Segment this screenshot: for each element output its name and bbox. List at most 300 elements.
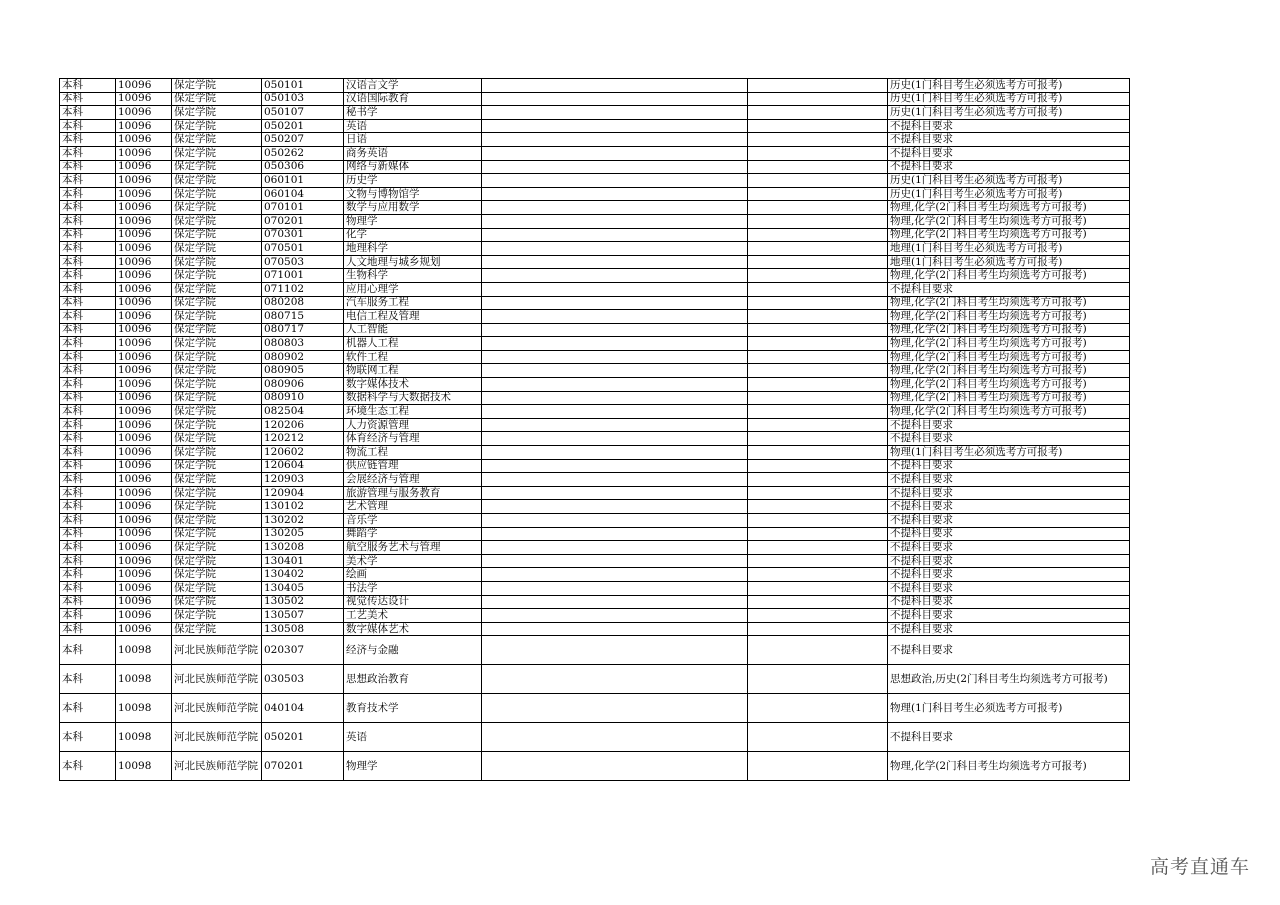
major-name-cell: 化学 xyxy=(344,228,482,242)
major-name-cell: 秘书学 xyxy=(344,106,482,120)
major-code-cell: 070301 xyxy=(262,228,344,242)
table-row xyxy=(60,255,1130,269)
subject-requirement-cell: 不提科目要求 xyxy=(888,554,1130,568)
major-code-cell: 050201 xyxy=(262,723,344,752)
school-code-cell: 10096 xyxy=(116,568,172,582)
level-cell: 本科 xyxy=(60,636,116,665)
blank-cell-b xyxy=(748,146,888,160)
level-cell: 本科 xyxy=(60,310,116,324)
major-name-cell: 舞蹈学 xyxy=(344,527,482,541)
subject-requirement-cell: 不提科目要求 xyxy=(888,568,1130,582)
level-cell: 本科 xyxy=(60,378,116,392)
table-row xyxy=(60,160,1130,174)
major-code-cell: 130508 xyxy=(262,622,344,636)
blank-cell-a xyxy=(482,160,748,174)
admission-requirements-table xyxy=(59,78,1130,781)
subject-requirement-cell: 物理,化学(2门科目考生均须选考方可报考) xyxy=(888,310,1130,324)
school-name-cell: 保定学院 xyxy=(172,514,262,528)
level-cell: 本科 xyxy=(60,622,116,636)
blank-cell-b xyxy=(748,378,888,392)
blank-cell-a xyxy=(482,446,748,460)
blank-cell-b xyxy=(748,160,888,174)
level-cell: 本科 xyxy=(60,214,116,228)
blank-cell-b xyxy=(748,255,888,269)
major-code-cell: 080906 xyxy=(262,378,344,392)
major-code-cell: 070201 xyxy=(262,214,344,228)
school-code-cell: 10096 xyxy=(116,201,172,215)
level-cell: 本科 xyxy=(60,473,116,487)
major-name-cell: 汽车服务工程 xyxy=(344,296,482,310)
subject-requirement-cell: 物理,化学(2门科目考生均须选考方可报考) xyxy=(888,269,1130,283)
level-cell: 本科 xyxy=(60,255,116,269)
school-code-cell: 10096 xyxy=(116,405,172,419)
major-name-cell: 人工智能 xyxy=(344,323,482,337)
subject-requirement-cell: 不提科目要求 xyxy=(888,459,1130,473)
major-name-cell: 英语 xyxy=(344,119,482,133)
school-code-cell: 10096 xyxy=(116,500,172,514)
level-cell: 本科 xyxy=(60,323,116,337)
school-code-cell: 10096 xyxy=(116,337,172,351)
blank-cell-b xyxy=(748,514,888,528)
major-name-cell: 体育经济与管理 xyxy=(344,432,482,446)
table-row xyxy=(60,269,1130,283)
school-name-cell: 保定学院 xyxy=(172,201,262,215)
school-name-cell: 保定学院 xyxy=(172,405,262,419)
blank-cell-b xyxy=(748,364,888,378)
table-row xyxy=(60,514,1130,528)
major-code-cell: 130507 xyxy=(262,609,344,623)
school-code-cell: 10096 xyxy=(116,214,172,228)
subject-requirement-cell: 物理,化学(2门科目考生均须选考方可报考) xyxy=(888,405,1130,419)
school-name-cell: 保定学院 xyxy=(172,459,262,473)
table-row xyxy=(60,595,1130,609)
school-code-cell: 10096 xyxy=(116,541,172,555)
subject-requirement-cell: 物理,化学(2门科目考生均须选考方可报考) xyxy=(888,337,1130,351)
level-cell: 本科 xyxy=(60,146,116,160)
subject-requirement-cell: 物理,化学(2门科目考生均须选考方可报考) xyxy=(888,350,1130,364)
subject-requirement-cell: 物理,化学(2门科目考生均须选考方可报考) xyxy=(888,378,1130,392)
blank-cell-a xyxy=(482,133,748,147)
subject-requirement-cell: 物理(1门科目考生必须选考方可报考) xyxy=(888,694,1130,723)
subject-requirement-cell: 历史(1门科目考生必须选考方可报考) xyxy=(888,106,1130,120)
major-code-cell: 082504 xyxy=(262,405,344,419)
school-name-cell: 保定学院 xyxy=(172,282,262,296)
table-row xyxy=(60,609,1130,623)
school-code-cell: 10096 xyxy=(116,554,172,568)
school-name-cell: 保定学院 xyxy=(172,174,262,188)
blank-cell-a xyxy=(482,282,748,296)
blank-cell-b xyxy=(748,752,888,781)
major-code-cell: 130205 xyxy=(262,527,344,541)
school-name-cell: 保定学院 xyxy=(172,187,262,201)
school-code-cell: 10096 xyxy=(116,486,172,500)
level-cell: 本科 xyxy=(60,446,116,460)
major-code-cell: 070201 xyxy=(262,752,344,781)
major-code-cell: 060101 xyxy=(262,174,344,188)
level-cell: 本科 xyxy=(60,514,116,528)
school-code-cell: 10096 xyxy=(116,581,172,595)
level-cell: 本科 xyxy=(60,350,116,364)
level-cell: 本科 xyxy=(60,174,116,188)
major-name-cell: 汉语国际教育 xyxy=(344,92,482,106)
level-cell: 本科 xyxy=(60,527,116,541)
blank-cell-b xyxy=(748,323,888,337)
level-cell: 本科 xyxy=(60,242,116,256)
school-code-cell: 10096 xyxy=(116,473,172,487)
major-name-cell: 日语 xyxy=(344,133,482,147)
level-cell: 本科 xyxy=(60,79,116,93)
level-cell: 本科 xyxy=(60,160,116,174)
blank-cell-a xyxy=(482,92,748,106)
table-row xyxy=(60,187,1130,201)
blank-cell-a xyxy=(482,636,748,665)
blank-cell-b xyxy=(748,228,888,242)
watermark-text: 高考直通车 xyxy=(1149,856,1250,878)
level-cell: 本科 xyxy=(60,541,116,555)
school-code-cell: 10096 xyxy=(116,106,172,120)
school-name-cell: 保定学院 xyxy=(172,323,262,337)
major-name-cell: 美术学 xyxy=(344,554,482,568)
major-name-cell: 汉语言文学 xyxy=(344,79,482,93)
school-name-cell: 保定学院 xyxy=(172,595,262,609)
blank-cell-a xyxy=(482,500,748,514)
blank-cell-b xyxy=(748,133,888,147)
major-code-cell: 120206 xyxy=(262,418,344,432)
major-name-cell: 网络与新媒体 xyxy=(344,160,482,174)
blank-cell-b xyxy=(748,350,888,364)
level-cell: 本科 xyxy=(60,391,116,405)
major-code-cell: 120904 xyxy=(262,486,344,500)
major-name-cell: 数字媒体艺术 xyxy=(344,622,482,636)
blank-cell-a xyxy=(482,391,748,405)
blank-cell-b xyxy=(748,119,888,133)
school-code-cell: 10096 xyxy=(116,255,172,269)
table-row xyxy=(60,79,1130,93)
subject-requirement-cell: 物理,化学(2门科目考生均须选考方可报考) xyxy=(888,214,1130,228)
subject-requirement-cell: 历史(1门科目考生必须选考方可报考) xyxy=(888,174,1130,188)
table-row xyxy=(60,378,1130,392)
subject-requirement-cell: 不提科目要求 xyxy=(888,514,1130,528)
blank-cell-b xyxy=(748,500,888,514)
major-name-cell: 音乐学 xyxy=(344,514,482,528)
blank-cell-b xyxy=(748,79,888,93)
major-code-cell: 080902 xyxy=(262,350,344,364)
blank-cell-b xyxy=(748,310,888,324)
blank-cell-a xyxy=(482,378,748,392)
school-code-cell: 10096 xyxy=(116,296,172,310)
subject-requirement-cell: 不提科目要求 xyxy=(888,636,1130,665)
blank-cell-b xyxy=(748,92,888,106)
blank-cell-b xyxy=(748,187,888,201)
school-name-cell: 河北民族师范学院 xyxy=(172,694,262,723)
school-name-cell: 保定学院 xyxy=(172,432,262,446)
major-code-cell: 050107 xyxy=(262,106,344,120)
major-name-cell: 机器人工程 xyxy=(344,337,482,351)
level-cell: 本科 xyxy=(60,609,116,623)
level-cell: 本科 xyxy=(60,187,116,201)
major-name-cell: 绘画 xyxy=(344,568,482,582)
school-code-cell: 10096 xyxy=(116,119,172,133)
level-cell: 本科 xyxy=(60,459,116,473)
blank-cell-b xyxy=(748,554,888,568)
table-row xyxy=(60,486,1130,500)
school-code-cell: 10096 xyxy=(116,323,172,337)
major-name-cell: 数据科学与大数据技术 xyxy=(344,391,482,405)
table-row xyxy=(60,527,1130,541)
school-code-cell: 10096 xyxy=(116,160,172,174)
school-name-cell: 保定学院 xyxy=(172,269,262,283)
blank-cell-a xyxy=(482,255,748,269)
major-code-cell: 120604 xyxy=(262,459,344,473)
major-code-cell: 050201 xyxy=(262,119,344,133)
blank-cell-b xyxy=(748,446,888,460)
subject-requirement-cell: 物理,化学(2门科目考生均须选考方可报考) xyxy=(888,323,1130,337)
school-name-cell: 保定学院 xyxy=(172,418,262,432)
school-code-cell: 10098 xyxy=(116,723,172,752)
level-cell: 本科 xyxy=(60,665,116,694)
table-row xyxy=(60,568,1130,582)
subject-requirement-cell: 历史(1门科目考生必须选考方可报考) xyxy=(888,187,1130,201)
subject-requirement-cell: 地理(1门科目考生必须选考方可报考) xyxy=(888,242,1130,256)
blank-cell-a xyxy=(482,119,748,133)
table-row xyxy=(60,665,1130,694)
school-code-cell: 10096 xyxy=(116,514,172,528)
blank-cell-b xyxy=(748,201,888,215)
major-code-cell: 130208 xyxy=(262,541,344,555)
major-code-cell: 120602 xyxy=(262,446,344,460)
blank-cell-a xyxy=(482,541,748,555)
major-name-cell: 数字媒体技术 xyxy=(344,378,482,392)
table-row xyxy=(60,694,1130,723)
level-cell: 本科 xyxy=(60,228,116,242)
major-code-cell: 080803 xyxy=(262,337,344,351)
subject-requirement-cell: 物理,化学(2门科目考生均须选考方可报考) xyxy=(888,296,1130,310)
table-row xyxy=(60,500,1130,514)
blank-cell-b xyxy=(748,723,888,752)
school-code-cell: 10096 xyxy=(116,269,172,283)
level-cell: 本科 xyxy=(60,133,116,147)
school-name-cell: 保定学院 xyxy=(172,92,262,106)
table-row xyxy=(60,350,1130,364)
blank-cell-a xyxy=(482,337,748,351)
table-row xyxy=(60,282,1130,296)
school-name-cell: 保定学院 xyxy=(172,133,262,147)
school-code-cell: 10096 xyxy=(116,174,172,188)
table-row xyxy=(60,432,1130,446)
table-row xyxy=(60,752,1130,781)
major-code-cell: 070501 xyxy=(262,242,344,256)
blank-cell-b xyxy=(748,242,888,256)
level-cell: 本科 xyxy=(60,282,116,296)
school-name-cell: 河北民族师范学院 xyxy=(172,665,262,694)
blank-cell-a xyxy=(482,595,748,609)
table-row xyxy=(60,459,1130,473)
school-code-cell: 10096 xyxy=(116,622,172,636)
major-code-cell: 080910 xyxy=(262,391,344,405)
major-code-cell: 130401 xyxy=(262,554,344,568)
blank-cell-a xyxy=(482,296,748,310)
level-cell: 本科 xyxy=(60,554,116,568)
blank-cell-a xyxy=(482,214,748,228)
blank-cell-a xyxy=(482,106,748,120)
blank-cell-b xyxy=(748,269,888,283)
table-row xyxy=(60,296,1130,310)
major-name-cell: 教育技术学 xyxy=(344,694,482,723)
major-name-cell: 旅游管理与服务教育 xyxy=(344,486,482,500)
blank-cell-b xyxy=(748,527,888,541)
major-name-cell: 艺术管理 xyxy=(344,500,482,514)
level-cell: 本科 xyxy=(60,106,116,120)
blank-cell-a xyxy=(482,432,748,446)
major-code-cell: 030503 xyxy=(262,665,344,694)
subject-requirement-cell: 不提科目要求 xyxy=(888,609,1130,623)
school-code-cell: 10096 xyxy=(116,432,172,446)
table-row xyxy=(60,391,1130,405)
subject-requirement-cell: 不提科目要求 xyxy=(888,160,1130,174)
subject-requirement-cell: 不提科目要求 xyxy=(888,146,1130,160)
school-code-cell: 10096 xyxy=(116,609,172,623)
subject-requirement-cell: 不提科目要求 xyxy=(888,418,1130,432)
major-code-cell: 050207 xyxy=(262,133,344,147)
table-row xyxy=(60,636,1130,665)
school-name-cell: 保定学院 xyxy=(172,296,262,310)
blank-cell-b xyxy=(748,581,888,595)
table-row xyxy=(60,242,1130,256)
subject-requirement-cell: 不提科目要求 xyxy=(888,723,1130,752)
school-name-cell: 保定学院 xyxy=(172,79,262,93)
subject-requirement-cell: 思想政治,历史(2门科目考生均须选考方可报考) xyxy=(888,665,1130,694)
major-name-cell: 电信工程及管理 xyxy=(344,310,482,324)
blank-cell-a xyxy=(482,694,748,723)
major-code-cell: 130102 xyxy=(262,500,344,514)
blank-cell-b xyxy=(748,636,888,665)
blank-cell-a xyxy=(482,609,748,623)
subject-requirement-cell: 不提科目要求 xyxy=(888,595,1130,609)
blank-cell-b xyxy=(748,541,888,555)
blank-cell-a xyxy=(482,568,748,582)
major-code-cell: 050101 xyxy=(262,79,344,93)
blank-cell-a xyxy=(482,364,748,378)
major-name-cell: 供应链管理 xyxy=(344,459,482,473)
school-code-cell: 10096 xyxy=(116,282,172,296)
school-name-cell: 保定学院 xyxy=(172,486,262,500)
table-row xyxy=(60,337,1130,351)
major-name-cell: 航空服务艺术与管理 xyxy=(344,541,482,555)
subject-requirement-cell: 物理(1门科目考生必须选考方可报考) xyxy=(888,446,1130,460)
major-name-cell: 书法学 xyxy=(344,581,482,595)
subject-requirement-cell: 历史(1门科目考生必须选考方可报考) xyxy=(888,79,1130,93)
school-code-cell: 10096 xyxy=(116,364,172,378)
major-name-cell: 思想政治教育 xyxy=(344,665,482,694)
blank-cell-a xyxy=(482,269,748,283)
blank-cell-b xyxy=(748,282,888,296)
school-code-cell: 10098 xyxy=(116,665,172,694)
level-cell: 本科 xyxy=(60,296,116,310)
blank-cell-b xyxy=(748,473,888,487)
blank-cell-b xyxy=(748,568,888,582)
table-row xyxy=(60,92,1130,106)
blank-cell-a xyxy=(482,554,748,568)
subject-requirement-cell: 不提科目要求 xyxy=(888,541,1130,555)
major-name-cell: 工艺美术 xyxy=(344,609,482,623)
table-row xyxy=(60,323,1130,337)
major-name-cell: 物流工程 xyxy=(344,446,482,460)
school-name-cell: 保定学院 xyxy=(172,119,262,133)
level-cell: 本科 xyxy=(60,364,116,378)
major-name-cell: 会展经济与管理 xyxy=(344,473,482,487)
school-name-cell: 保定学院 xyxy=(172,581,262,595)
school-name-cell: 保定学院 xyxy=(172,146,262,160)
school-name-cell: 保定学院 xyxy=(172,446,262,460)
major-code-cell: 050306 xyxy=(262,160,344,174)
level-cell: 本科 xyxy=(60,595,116,609)
school-code-cell: 10096 xyxy=(116,378,172,392)
major-name-cell: 软件工程 xyxy=(344,350,482,364)
level-cell: 本科 xyxy=(60,92,116,106)
level-cell: 本科 xyxy=(60,418,116,432)
school-name-cell: 保定学院 xyxy=(172,255,262,269)
subject-requirement-cell: 物理,化学(2门科目考生均须选考方可报考) xyxy=(888,752,1130,781)
blank-cell-b xyxy=(748,391,888,405)
subject-requirement-cell: 不提科目要求 xyxy=(888,432,1130,446)
blank-cell-b xyxy=(748,486,888,500)
blank-cell-a xyxy=(482,405,748,419)
blank-cell-a xyxy=(482,486,748,500)
subject-requirement-cell: 历史(1门科目考生必须选考方可报考) xyxy=(888,92,1130,106)
blank-cell-b xyxy=(748,405,888,419)
major-code-cell: 080715 xyxy=(262,310,344,324)
table-row xyxy=(60,119,1130,133)
subject-requirement-cell: 不提科目要求 xyxy=(888,500,1130,514)
table-row xyxy=(60,405,1130,419)
school-code-cell: 10096 xyxy=(116,92,172,106)
table-row xyxy=(60,581,1130,595)
level-cell: 本科 xyxy=(60,486,116,500)
blank-cell-b xyxy=(748,418,888,432)
school-code-cell: 10096 xyxy=(116,446,172,460)
blank-cell-a xyxy=(482,187,748,201)
blank-cell-a xyxy=(482,146,748,160)
blank-cell-b xyxy=(748,106,888,120)
major-name-cell: 历史学 xyxy=(344,174,482,188)
level-cell: 本科 xyxy=(60,581,116,595)
blank-cell-a xyxy=(482,459,748,473)
school-code-cell: 10098 xyxy=(116,752,172,781)
table-row xyxy=(60,146,1130,160)
level-cell: 本科 xyxy=(60,694,116,723)
major-code-cell: 071001 xyxy=(262,269,344,283)
blank-cell-a xyxy=(482,514,748,528)
subject-requirement-cell: 物理,化学(2门科目考生均须选考方可报考) xyxy=(888,228,1130,242)
school-name-cell: 保定学院 xyxy=(172,228,262,242)
major-code-cell: 050262 xyxy=(262,146,344,160)
level-cell: 本科 xyxy=(60,752,116,781)
school-code-cell: 10096 xyxy=(116,418,172,432)
school-name-cell: 保定学院 xyxy=(172,391,262,405)
major-code-cell: 060104 xyxy=(262,187,344,201)
level-cell: 本科 xyxy=(60,723,116,752)
school-code-cell: 10096 xyxy=(116,527,172,541)
level-cell: 本科 xyxy=(60,201,116,215)
major-code-cell: 130405 xyxy=(262,581,344,595)
school-code-cell: 10096 xyxy=(116,595,172,609)
table-row xyxy=(60,723,1130,752)
blank-cell-a xyxy=(482,228,748,242)
major-name-cell: 人文地理与城乡规划 xyxy=(344,255,482,269)
school-name-cell: 保定学院 xyxy=(172,500,262,514)
major-code-cell: 080905 xyxy=(262,364,344,378)
major-name-cell: 物联网工程 xyxy=(344,364,482,378)
